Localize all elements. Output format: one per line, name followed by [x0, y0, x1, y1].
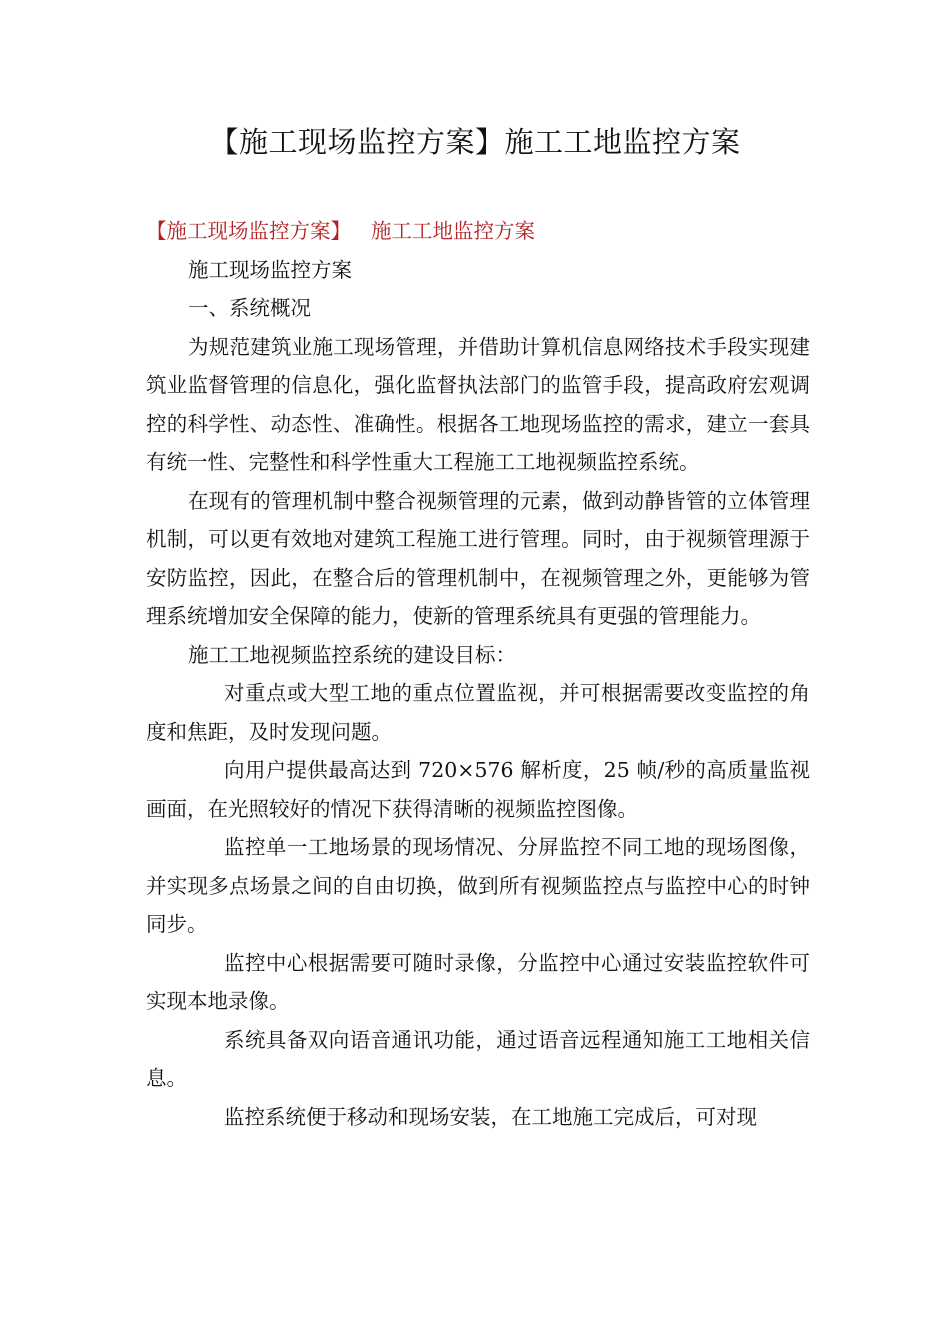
document-body [146, 212, 810, 1136]
list-item: 向用户提供最高达到 720×576 解析度，25 帧/秒的高质量监视画面，在光照较好的情况下获得清晰的视频监控图像。 [146, 758, 810, 821]
list-heading: 施工工地视频监控系统的建设目标： [188, 642, 516, 667]
list-item: 系统具备双向语音通讯功能，通过语音远程通知施工工地相关信息。 [146, 1027, 810, 1090]
document-title: 【施工现场监控方案】施工工地监控方案 [209, 125, 741, 159]
list-item: 监控系统便于移动和现场安装，在工地施工完成后，可对现 [224, 1104, 757, 1129]
subtitle-left: 【施工现场监控方案】 [146, 219, 351, 243]
subtitle-right: 施工工地监控方案 [371, 219, 535, 243]
section-heading: 施工现场监控方案 [188, 257, 352, 282]
chapter-heading: 一、系统概况 [188, 296, 311, 320]
body-paragraph: 在现有的管理机制中整合视频管理的元素，做到动静皆管的立体管理机制，可以更有效地对建筑工程施工进行管理。同时，由于视频管理源于安防监控，因此，在整合后的管理机制中，在视频管理之外，更能够为管理系统增加安全保障的能力，使新的管理系统具有更强的管理能力。 [146, 488, 810, 628]
list-item: 监控中心根据需要可随时录像，分监控中心通过安装监控软件可实现本地录像。 [146, 950, 810, 1013]
document-subtitle [146, 212, 810, 251]
list-item: 监控单一工地场景的现场情况、分屏监控不同工地的现场图像，并实现多点场景之间的自由切换，做到所有视频监控点与监控中心的时钟同步。 [146, 835, 810, 936]
body-paragraph: 为规范建筑业施工现场管理，并借助计算机信息网络技术手段实现建筑业监督管理的信息化，强化监督执法部门的监管手段，提高政府宏观调控的科学性、动态性、准确性。根据各工地现场监控的需求，建立一套具有统一性、完整性和科学性重大工程施工工地视频监控系统。 [146, 334, 810, 474]
list-item: 对重点或大型工地的重点位置监视，并可根据需要改变监控的角度和焦距，及时发现问题。 [146, 681, 810, 744]
